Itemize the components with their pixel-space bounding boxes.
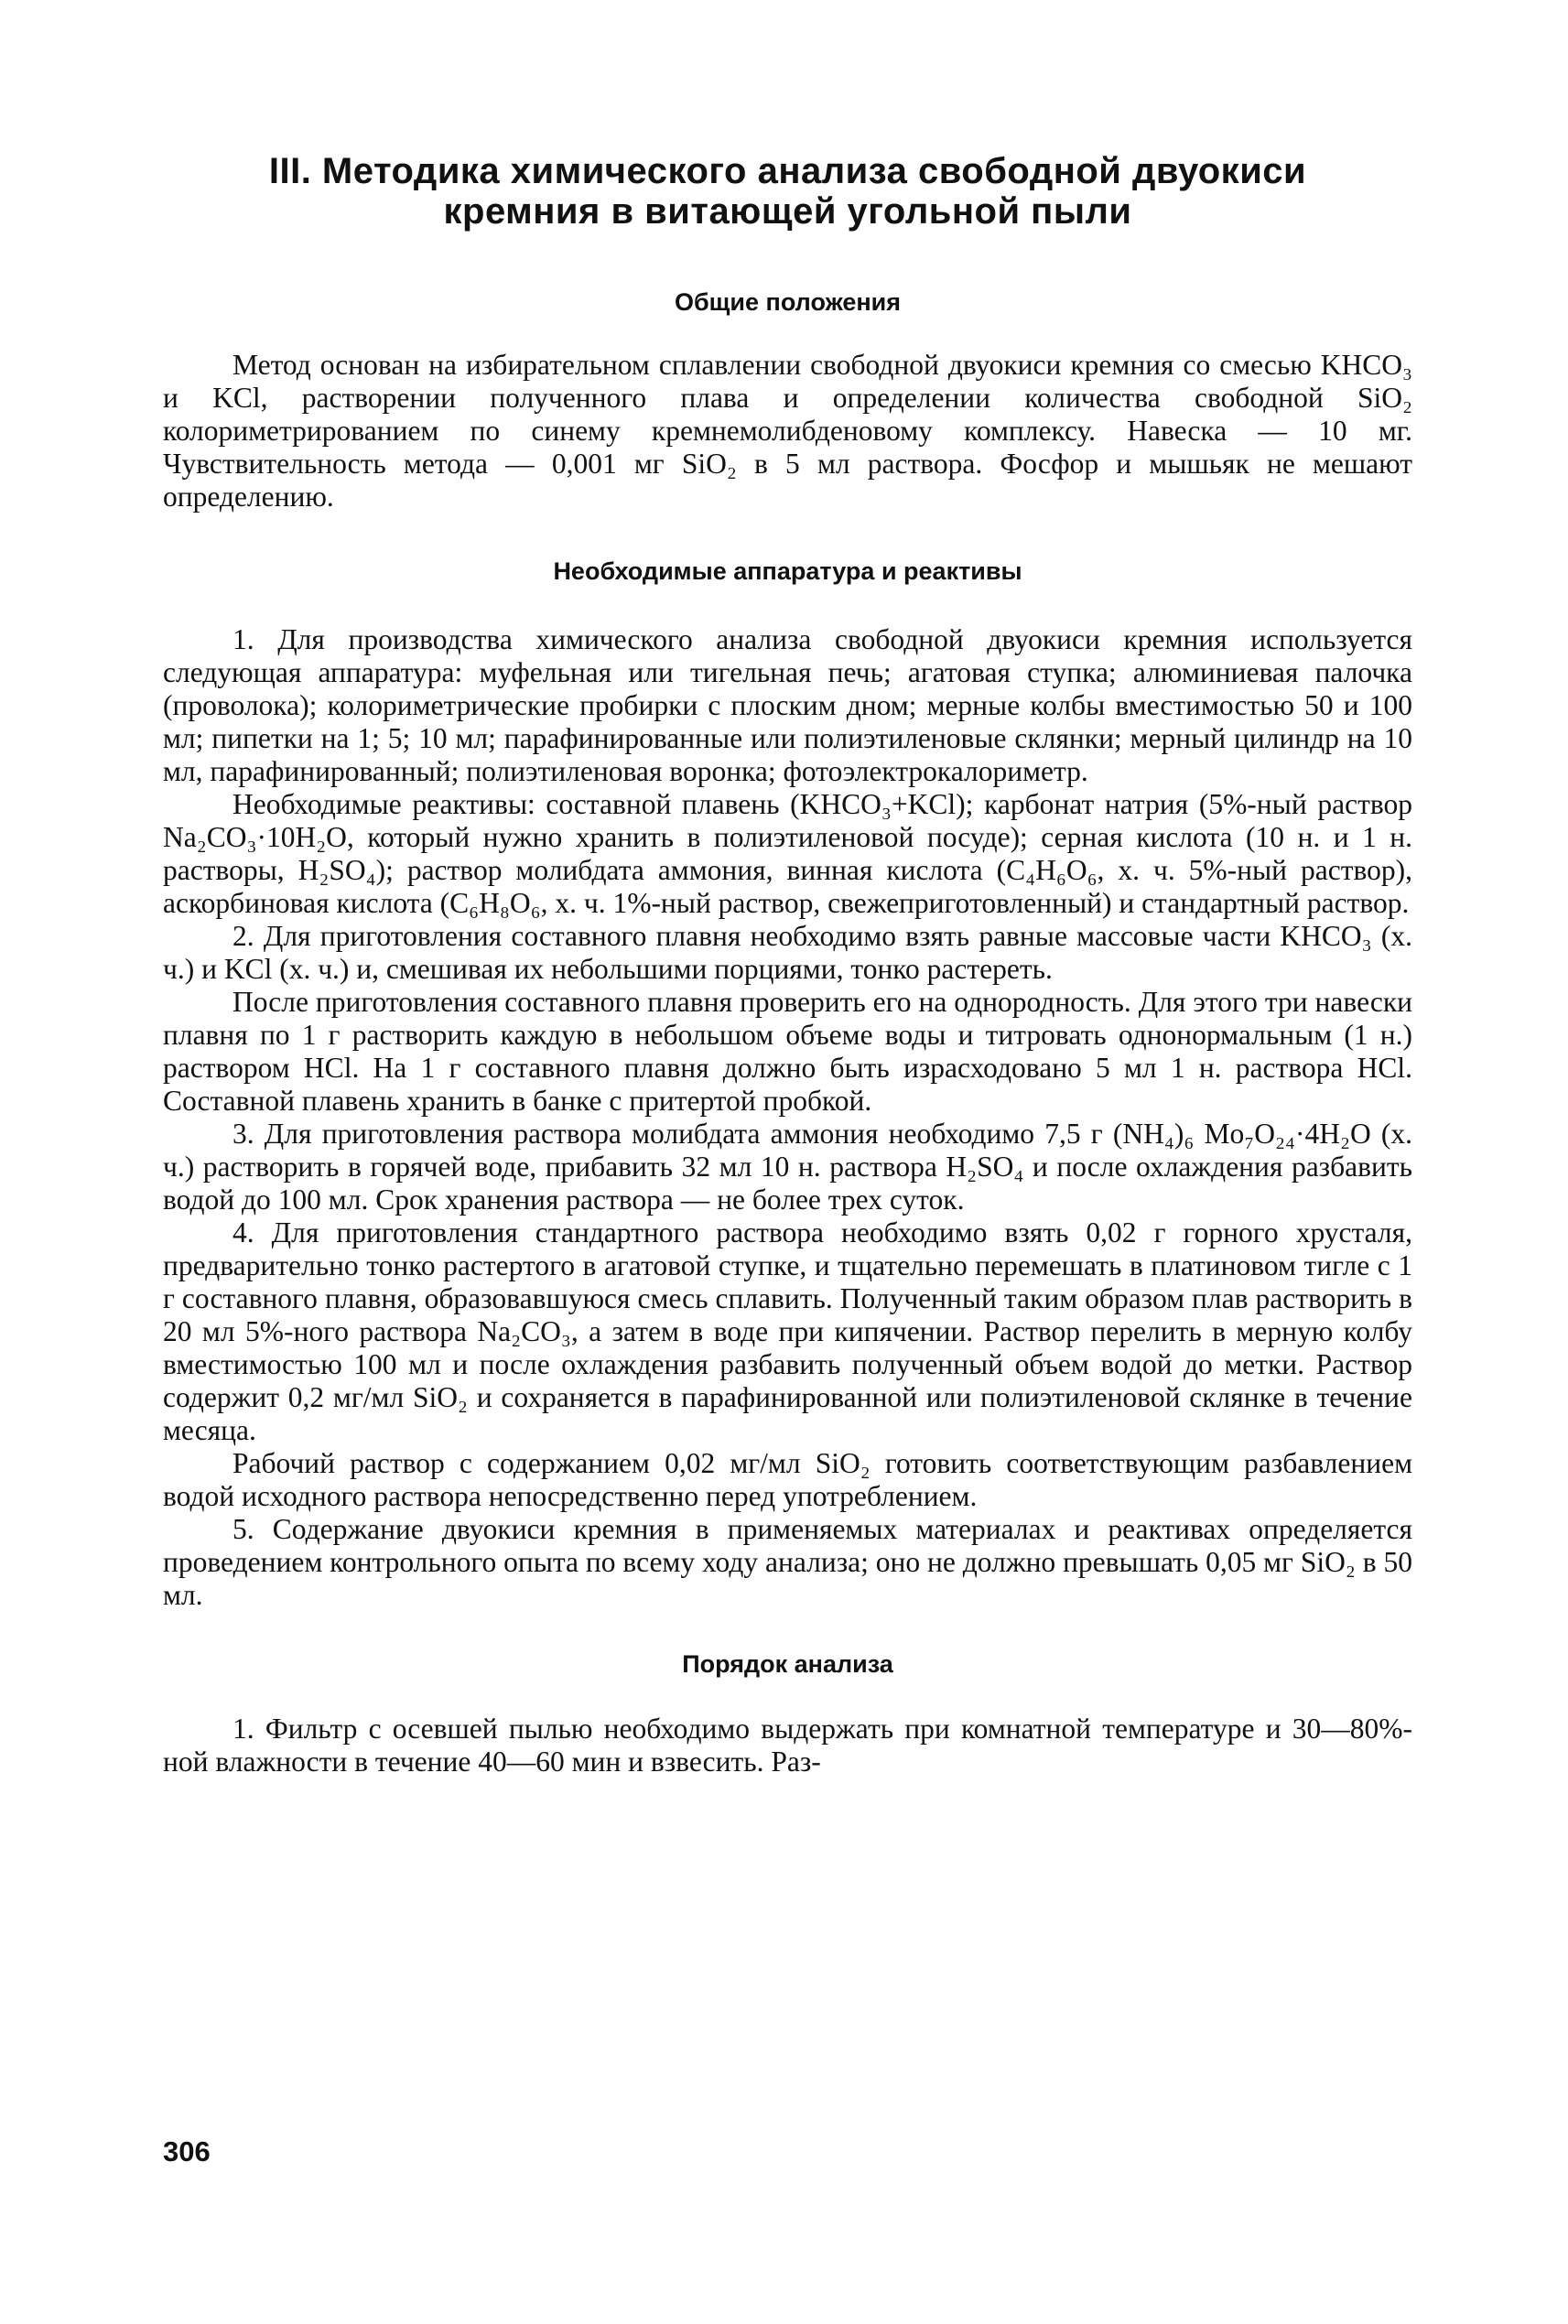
- paragraph-apparatus-3: 3. Для приготовления раствора молибдата аммония необходимо 7,5 г (NH₄)₆ Mo₇O₂₄·4H₂O (х. ч.) растворить в горячей воде, прибавить 32 мл 10 н. раствора H₂SO₄ и после охлаждения разбавить водой до 100 мл. Срок хранения раствора — не более трех суток.: [163, 1118, 1412, 1216]
- page-number: 306: [163, 2135, 211, 2167]
- section-heading-procedure: Порядок анализа: [682, 1650, 893, 1678]
- chapter-title: [163, 151, 1412, 232]
- chapter-title-line-1: III. Методика химического анализа свободной двуокиси: [268, 151, 1307, 191]
- paragraph-apparatus-1: 1. Для производства химического анализа свободной двуокиси кремния используется следующая аппаратура: муфельная или тигельная печь; агатовая ступка; алюминиевая палочка (проволока); колориметрические пробирки с плоским дном; мерные колбы вместимостью 50 и 100 мл; пипетки на 1; 5; 10 мл; парафинированные или полиэтиленовые склянки; мерный цилиндр на 10 мл, парафинированный; полиэтиленовая воронка; фотоэлектрокалориметр.: [163, 623, 1412, 787]
- paragraph-procedure-1: 1. Фильтр с осевшей пылью необходимо выдержать при комнатной температуре и 30—80%-ной влажности в течение 40—60 мин и взвесить. Раз-: [163, 1713, 1412, 1778]
- chapter-title-line-2: кремния в витающей угольной пыли: [443, 191, 1132, 232]
- section-heading-apparatus: Необходимые аппаратура и реактивы: [553, 557, 1022, 585]
- paragraph-apparatus-2: 2. Для приготовления составного плавня необходимо взять равные массовые части KHCO₃ (х. ч.) и KCl (х. ч.) и, смешивая их небольшими порциями, тонко растереть.: [163, 920, 1412, 985]
- section-heading-general: Общие положения: [674, 288, 902, 316]
- paragraph-apparatus-4: 4. Для приготовления стандартного раствора необходимо взять 0,02 г горного хрусталя, предварительно тонко растертого в агатовой ступке, и тщательно перемешать в платиновом тигле с 1 г составного плавня, образовавшуюся смесь сплавить. Полученный таким образом плав растворить в 20 мл 5%-ного раствора Na₂CO₃, а затем в воде при кипячении. Раствор перелить в мерную колбу вместимостью 100 мл и после охлаждения разбавить полученный объем водой до метки. Раствор содержит 0,2 мг/мл SiO₂ и сохраняется в парафинированной или полиэтиленовой склянке в течение месяца.: [163, 1216, 1412, 1446]
- paragraph-working-solution: Рабочий раствор с содержанием 0,02 мг/мл SiO₂ готовить соответствующим разбавлением водой исходного раствора непосредственно перед употреблением.: [163, 1447, 1412, 1512]
- paragraph-general: Метод основан на избирательном сплавлении свободной двуокиси кремния со смесью KHCO₃ и KCl, растворении полученного плава и определении количества свободной SiO₂ колориметрированием по синему кремнемолибденовому комплексу. Навеска — 10 мг. Чувствительность метода — 0,001 мг SiO₂ в 5 мл раствора. Фосфор и мышьяк не мешают определению.: [163, 349, 1412, 513]
- paragraph-flux-check: После приготовления составного плавня проверить его на однородность. Для этого три навески плавня по 1 г растворить каждую в небольшом объеме воды и титровать однонормальным (1 н.) раствором HCl. На 1 г составного плавня должно быть израсходовано 5 мл 1 н. раствора HCl. Составной плавень хранить в банке с притертой пробкой.: [163, 986, 1412, 1117]
- paragraph-reagents: Необходимые реактивы: составной плавень (KHCO₃+KCl); карбонат натрия (5%-ный раствор Na₂CO₃·10H₂O, который нужно хранить в полиэтиленовой посуде); серная кислота (10 н. и 1 н. растворы, H₂SO₄); раствор молибдата аммония, винная кислота (C₄H₆O₆, х. ч. 5%-ный раствор), аскорбиновая кислота (C₆H₈O₆, х. ч. 1%-ный раствор, свежеприготовленный) и стандартный раствор.: [163, 788, 1412, 919]
- text-column: [163, 151, 1412, 1778]
- paragraph-apparatus-5: 5. Содержание двуокиси кремния в применяемых материалах и реактивах определяется проведением контрольного опыта по всему ходу анализа; оно не должно превышать 0,05 мг SiO₂ в 50 мл.: [163, 1513, 1412, 1611]
